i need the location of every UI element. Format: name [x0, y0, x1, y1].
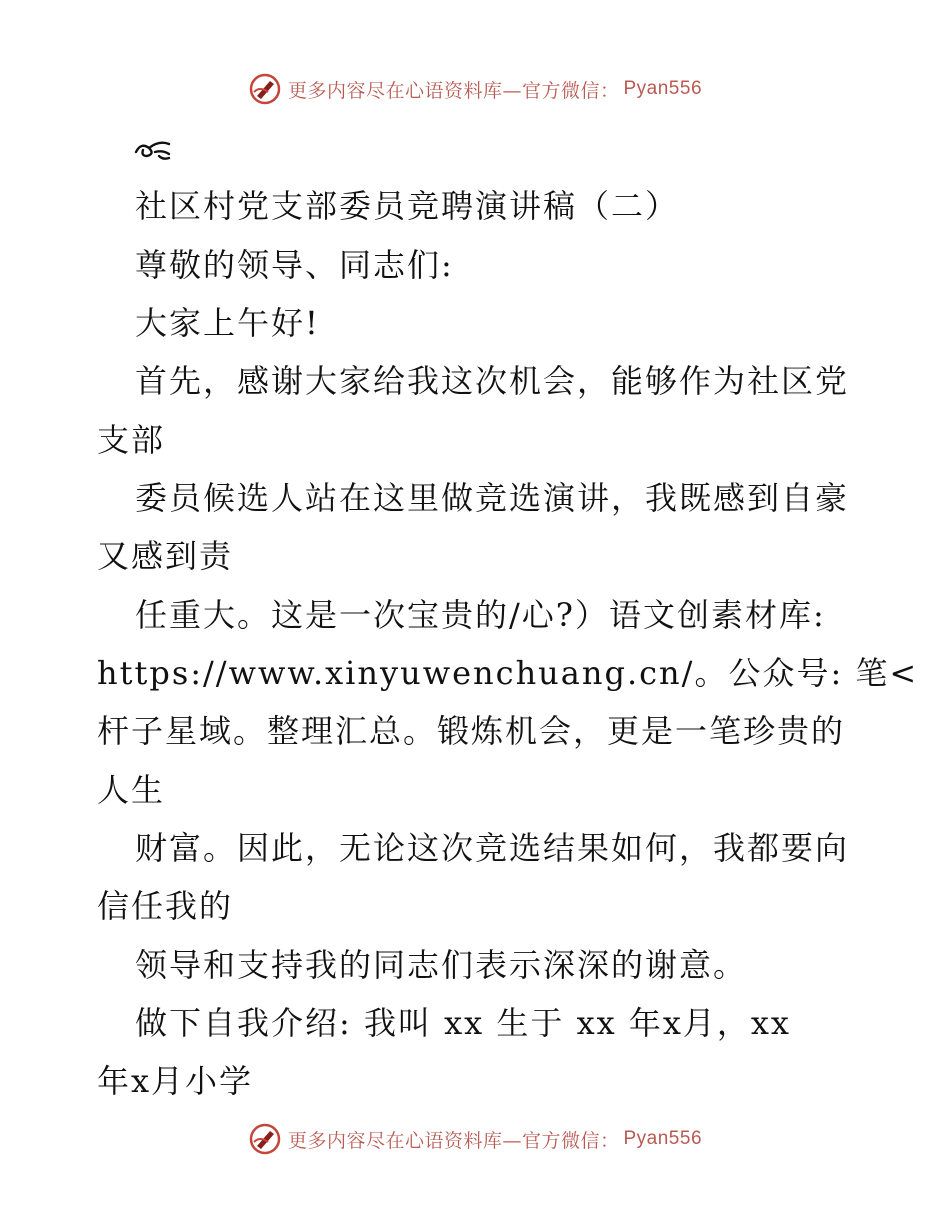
document-title: 社区村党支部委员竞聘演讲稿（二） — [135, 187, 680, 225]
paragraph-line: 委员候选人站在这里做竞选演讲，我既感到自豪 — [135, 479, 850, 517]
paragraph-line: 杆子星域。整理汇总。锻炼机会，更是一笔珍贵的 — [97, 712, 846, 750]
paragraph-line: 又感到责 — [97, 537, 234, 575]
paragraph-line: 支部 — [97, 421, 166, 459]
watermark-wechat: Pyan556 — [623, 78, 703, 99]
paragraph-line: 任重大。这是一次宝贵的/心?）语文创素材库: — [135, 596, 826, 634]
paragraph-line: 信任我的 — [97, 887, 234, 925]
paragraph-line: 首先，感谢大家给我这次机会，能够作为社区党 — [135, 362, 850, 400]
paragraph-line: 年x月小学 — [97, 1062, 254, 1100]
paragraph-line: https://www.xinyuwenchuang.cn/。公众号: 笔< — [97, 654, 919, 692]
salutation: 尊敬的领导、同志们: — [135, 246, 454, 284]
greeting: 大家上午好! — [135, 304, 320, 342]
watermark-wechat: Pyan556 — [623, 1128, 703, 1149]
pen-logo-icon — [248, 1122, 282, 1156]
paragraph-line: 人生 — [97, 771, 166, 809]
paragraph-line: 领导和支持我的同志们表示深深的谢意。 — [135, 946, 748, 984]
paragraph-line: 做下自我介绍: 我叫 xx 生于 xx 年x月，xx — [135, 1004, 791, 1042]
watermark-text: 更多内容尽在心语资料库—官方微信： — [287, 1129, 620, 1152]
paragraph-line: 财富。因此，无论这次竞选结果如何，我都要向 — [135, 829, 850, 867]
footer-watermark — [0, 1122, 950, 1156]
watermark-text: 更多内容尽在心语资料库—官方微信： — [287, 79, 620, 102]
